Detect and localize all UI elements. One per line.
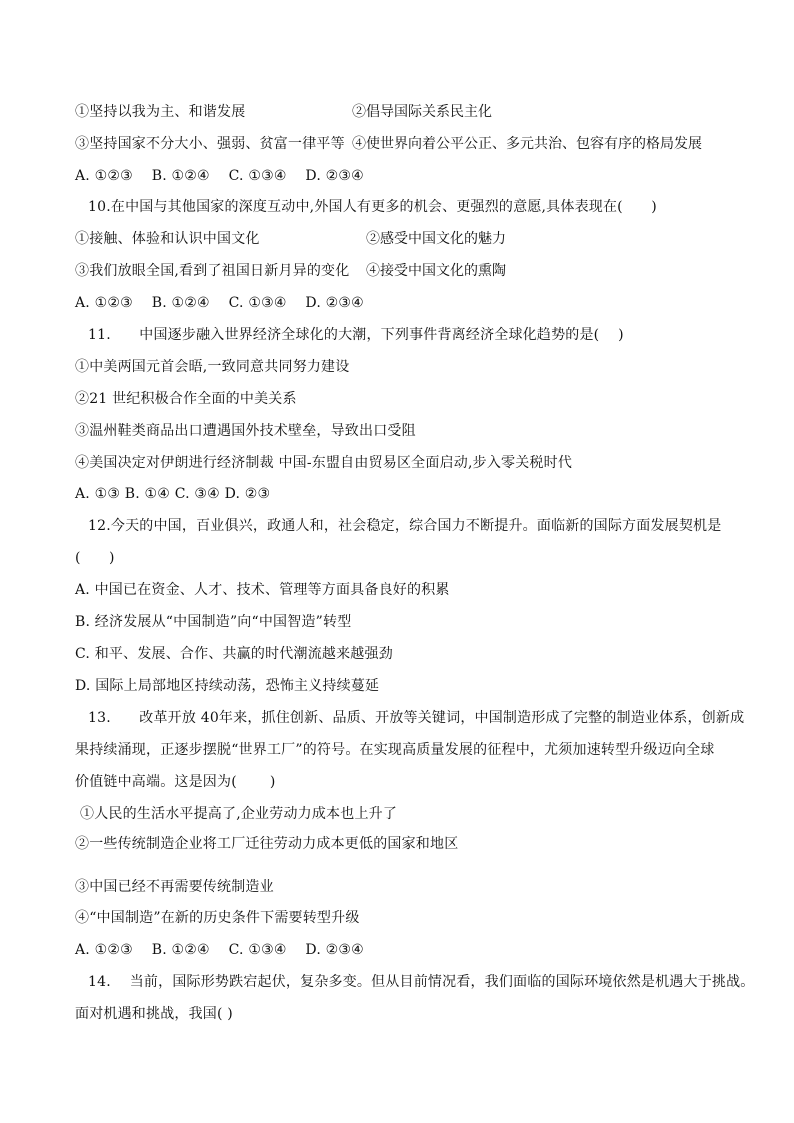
q10-item-2: ②感受中国文化的魅力 [366,231,506,247]
q13-stem-line-1: 13. 改革开放 40年来，抓住创新、品质、开放等关键词，中国制造形成了完整的制造业体系，创新成 [88,710,745,726]
q11-item-4: ④美国决定对伊朗进行经济制裁 中国-东盟自由贸易区全面启动,步入零关税时代 [75,455,573,471]
q10-item-4: ④接受中国文化的熏陶 [366,263,506,279]
q14-stem-line-2: 面对机遇和挑战，我国( ) [75,1006,233,1022]
q13-choices: A. ①②③ B. ①②④ C. ①③④ D. ②③④ [75,942,364,958]
q13-stem-line-2: 果持续涌现，正逐步摆脱“世界工厂”的符号。在实现高质量发展的征程中，尤须加速转型升级迈向全球 [75,742,715,758]
q11-stem: 11. 中国逐步融入世界经济全球化的大潮，下列事件背离经济全球化趋势的是( ) [88,327,624,343]
q14-stem-line-1: 14. 当前，国际形势跌宕起伏，复杂多变。但从目前情况看，我们面临的国际环境依然是机遇大于挑战。 [88,974,755,990]
q12-stem-line-1: 12.今天的中国，百业俱兴，政通人和，社会稳定，综合国力不断提升。面临新的国际方面发展契机是 [88,518,722,534]
q10-choices: A. ①②③ B. ①②④ C. ①③④ D. ②③④ [75,295,364,311]
q11-item-1: ①中美两国元首会晤,一致同意共同努力建设 [75,359,350,375]
q12-option-a: A. 中国已在资金、人才、技术、管理等方面具备良好的积累 [75,582,450,598]
q11-item-2: ②21 世纪积极合作全面的中美关系 [75,391,297,407]
q10-item-1: ①接触、体验和认识中国文化 [75,231,260,247]
q11-choices: A. ①③ B. ①④ C. ③④ D. ②③ [75,486,271,502]
q13-item-2: ②一些传统制造企业将工厂迁往劳动力成本更低的国家和地区 [75,836,459,852]
q9-choices: A. ①②③ B. ①②④ C. ①③④ D. ②③④ [75,168,364,184]
q13-item-4: ④“中国制造”在新的历史条件下需要转型升级 [75,910,360,926]
q12-option-c: C. 和平、发展、合作、共赢的时代潮流越来越强劲 [75,646,393,662]
q10-item-3: ③我们放眼全国,看到了祖国日新月异的变化 [75,263,350,279]
q13-item-3: ③中国已经不再需要传统制造业 [75,879,274,895]
q11-item-3: ③温州鞋类商品出口遭遇国外技术壁垒，导致出口受阻 [75,423,416,439]
q9-item-3: ③坚持国家不分大小、强弱、贫富一律平等 [75,136,345,152]
q9-item-2: ②倡导国际关系民主化 [352,104,492,120]
q12-stem-line-2: ( ) [75,550,115,566]
q10-stem: 10.在中国与其他国家的深度互动中,外国人有更多的机会、更强烈的意愿,具体表现在( ) [88,199,657,215]
q9-item-4: ④使世界向着公平公正、多元共治、包容有序的格局发展 [352,136,702,152]
q9-item-1: ①坚持以我为主、和谐发展 [75,104,246,120]
q13-stem-line-3: 价值链中高端。这是因为( ) [75,774,276,790]
q13-item-1: ①人民的生活水平提高了,企业劳动力成本也上升了 [80,806,398,822]
q12-option-b: B. 经济发展从“中国制造”向“中国智造”转型 [75,614,352,630]
q12-option-d: D. 国际上局部地区持续动荡，恐怖主义持续蔓延 [75,678,380,694]
